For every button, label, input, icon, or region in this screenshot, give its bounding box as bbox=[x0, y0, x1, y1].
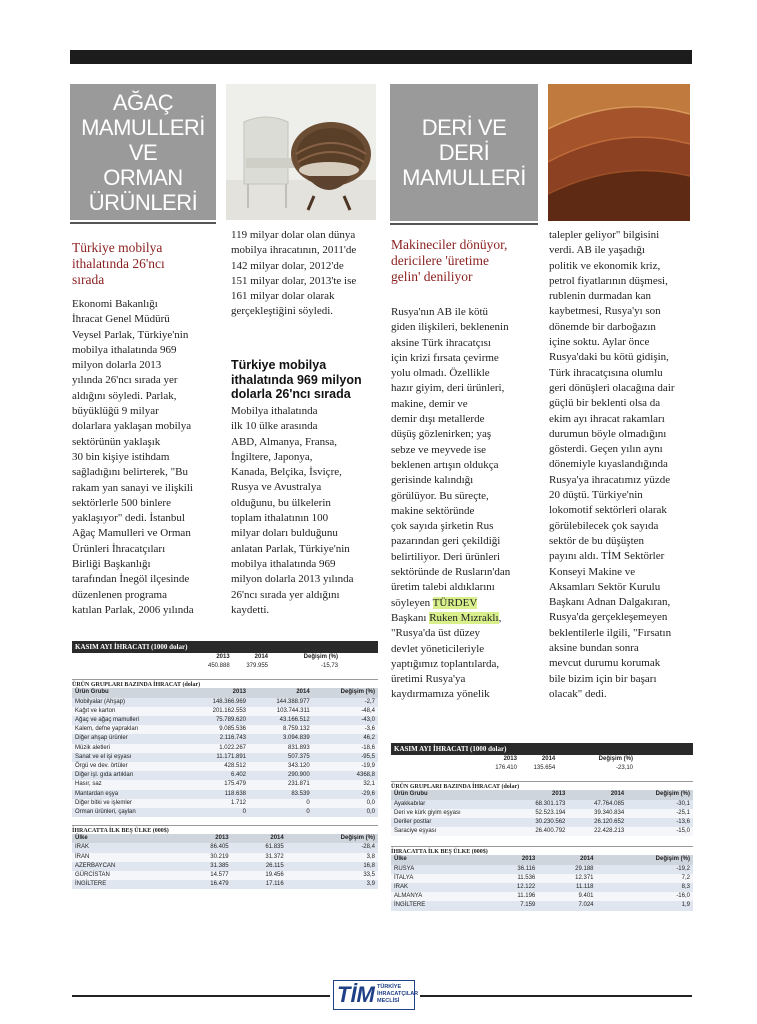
left-subheadline: Türkiye mobilya ithalatında 969 milyon dolarla 26'ncı sırada bbox=[231, 358, 362, 401]
right-countries-title: İHRACATTA İLK BEŞ ÜLKE (000$) bbox=[391, 846, 693, 855]
table-cell: Diğer ahşap ürünler bbox=[72, 734, 185, 743]
right-category-underline bbox=[390, 223, 538, 225]
table-cell: -13,6 bbox=[627, 818, 693, 827]
table-cell: Hasır, saz bbox=[72, 780, 185, 789]
table-cell: 12.122 bbox=[480, 883, 538, 892]
table-row bbox=[72, 716, 378, 725]
table-cell: 46,2 bbox=[313, 734, 378, 743]
table-cell: 1.712 bbox=[185, 799, 249, 808]
left-category-underline bbox=[70, 222, 216, 224]
table-row bbox=[72, 790, 378, 799]
table-cell: 36.116 bbox=[480, 865, 538, 874]
table-cell: 11.196 bbox=[480, 892, 538, 901]
table-cell: -19,9 bbox=[313, 762, 378, 771]
table-cell: Örgü ve dev. örtüler bbox=[72, 762, 185, 771]
footer-rule-left bbox=[72, 995, 330, 997]
table-cell: 3,9 bbox=[287, 880, 378, 889]
table-row bbox=[72, 853, 378, 862]
left-tables bbox=[72, 641, 378, 889]
table-row bbox=[72, 753, 378, 762]
left-kasim-title: KASIM AYI İHRACATI (1000 dolar) bbox=[72, 641, 378, 653]
table-cell: 103.744.311 bbox=[249, 707, 313, 716]
table-row bbox=[391, 892, 693, 901]
table-cell: Diğer bitki ve işlemler bbox=[72, 799, 185, 808]
left-groups-title: ÜRÜN GRUPLARI BAZINDA İHRACAT (dolar) bbox=[72, 679, 378, 688]
table-header: 2013 bbox=[510, 790, 569, 799]
table-cell: 135.654 bbox=[533, 765, 556, 772]
table-cell: 428.512 bbox=[185, 762, 249, 771]
table-header: 2013 bbox=[480, 855, 538, 864]
left-countries-title: İHRACATTA İLK BEŞ ÜLKE (000$) bbox=[72, 825, 378, 834]
left-article-headline: Türkiye mobilya ithalatında 26'ncı sırada bbox=[72, 240, 165, 287]
table-cell: 0,0 bbox=[313, 808, 378, 817]
table-cell: Diğer işl. gıda artıkları bbox=[72, 771, 185, 780]
table-cell: 11.171.891 bbox=[185, 753, 249, 762]
table-cell: 52.523.194 bbox=[510, 809, 569, 818]
table-cell: Deriler postlar bbox=[391, 818, 510, 827]
table-cell: -23,10 bbox=[615, 765, 633, 772]
table-header: 2013 bbox=[185, 688, 249, 697]
table-cell: 831.893 bbox=[249, 744, 313, 753]
table-row bbox=[391, 901, 693, 910]
left-groups-table bbox=[72, 688, 378, 817]
table-cell: 0 bbox=[185, 808, 249, 817]
table-cell: 148.366.969 bbox=[185, 698, 249, 707]
right-kasim-title: KASIM AYI İHRACATI (1000 dolar) bbox=[391, 743, 693, 755]
table-cell: İNGİLTERE bbox=[391, 901, 480, 910]
table-cell: -16,0 bbox=[597, 892, 694, 901]
table-row bbox=[391, 800, 693, 809]
table-cell: -95,5 bbox=[313, 753, 378, 762]
right-tables bbox=[391, 743, 693, 911]
table-row bbox=[72, 762, 378, 771]
table-cell: GÜRCİSTAN bbox=[72, 871, 177, 880]
table-header: Değişim (%) bbox=[597, 855, 694, 864]
table-cell: 9.085.536 bbox=[185, 725, 249, 734]
footer-rule-right bbox=[420, 995, 692, 997]
table-cell: 75.789.620 bbox=[185, 716, 249, 725]
table-cell: 61.835 bbox=[232, 843, 287, 852]
table-cell: İNGİLTERE bbox=[72, 880, 177, 889]
table-cell: 144.388.977 bbox=[249, 698, 313, 707]
table-cell: 30.219 bbox=[177, 853, 232, 862]
table-row bbox=[72, 707, 378, 716]
table-cell: -25,1 bbox=[627, 809, 693, 818]
table-cell: 0 bbox=[249, 808, 313, 817]
table-header: Değişim (%) bbox=[627, 790, 693, 799]
table-row bbox=[72, 862, 378, 871]
table-header: Değişim (%) bbox=[598, 756, 633, 762]
table-cell: Mantardan eşya bbox=[72, 790, 185, 799]
table-cell: 7,2 bbox=[597, 874, 694, 883]
highlight-org: TÜRDEV bbox=[432, 596, 478, 609]
table-row bbox=[72, 843, 378, 852]
table-cell: AZERBAYCAN bbox=[72, 862, 177, 871]
table-cell: 8,3 bbox=[597, 883, 694, 892]
table-cell: -15,0 bbox=[627, 827, 693, 836]
table-cell: 16,8 bbox=[287, 862, 378, 871]
table-cell: 9.401 bbox=[538, 892, 596, 901]
table-cell: 31.385 bbox=[177, 862, 232, 871]
right-kasim-table bbox=[391, 755, 693, 773]
table-row bbox=[72, 744, 378, 753]
table-cell: 7.024 bbox=[538, 901, 596, 910]
table-header: 2013 bbox=[216, 654, 230, 660]
table-row bbox=[391, 874, 693, 883]
table-cell: 379.955 bbox=[246, 663, 269, 670]
table-cell: 2.116.743 bbox=[185, 734, 249, 743]
logo-subtext: TÜRKİYE İHRACATÇILAR MECLİSİ bbox=[377, 984, 419, 1004]
table-header: 2014 bbox=[249, 688, 313, 697]
right-groups-title: ÜRÜN GRUPLARI BAZINDA İHRACAT (dolar) bbox=[391, 781, 693, 790]
table-cell: 14.577 bbox=[177, 871, 232, 880]
table-cell: 68.301.173 bbox=[510, 800, 569, 809]
table-header: 2013 bbox=[503, 756, 517, 762]
table-header: Ülke bbox=[391, 855, 480, 864]
table-cell: -2,7 bbox=[313, 698, 378, 707]
table-row bbox=[72, 771, 378, 780]
table-cell: 12.371 bbox=[538, 874, 596, 883]
left-article-col2b: Mobilya ithalatında ilk 10 ülke arasında ABD, Almanya, Fransa, İngiltere, Japonya, Kanada, Belçika, İsviçre, Rusya ve Avustralya olduğunu, bu ülkelerin toplam ithalatının 100 milyar doları bulduğunu anlatan Parlak, Türkiye'nin mobilya ithalatında 969 milyon dolarla 2013 yılında 26'ncı sırada yer aldığını kaydetti. bbox=[231, 405, 354, 616]
table-cell: Ağaç ve ağaç mamulleri bbox=[72, 716, 185, 725]
table-cell: IRAK bbox=[72, 843, 177, 852]
table-cell: 26.115 bbox=[232, 862, 287, 871]
table-cell: Mobilyalar (Ahşap) bbox=[72, 698, 185, 707]
table-cell: 19.456 bbox=[232, 871, 287, 880]
table-cell: 31.372 bbox=[232, 853, 287, 862]
table-row bbox=[72, 780, 378, 789]
table-row bbox=[391, 827, 693, 836]
table-cell: 47.764.085 bbox=[568, 800, 627, 809]
table-cell: Orman ürünleri, çaylan bbox=[72, 808, 185, 817]
table-cell: 43.166.512 bbox=[249, 716, 313, 725]
table-cell: 290.900 bbox=[249, 771, 313, 780]
highlight-name: Ruken Mızraklı bbox=[429, 611, 499, 624]
table-cell: 11.118 bbox=[538, 883, 596, 892]
table-cell: 7.159 bbox=[480, 901, 538, 910]
left-article-col1: Ekonomi Bakanlığı İhracat Genel Müdürü Veysel Parlak, Türkiye'nin mobilya ithalatında 969 milyon dolarla 2013 yılında 26'ncı sırada yer aldığını söyledi. Parlak, büyüklüğü 9 milyar dolarlara yaklaşan mobilya sektörünün yaklaşık 30 bin kişiye istihdam sağladığını belirterek, "Bu rakam yan sanayi ve ilişkili sektörlerle 500 binlere yaklaşıyor" dedi. İstanbul Ağaç Mamulleri ve Orman Ürünleri İhracatçıları Birliği Başkanlığı tarafından İnegöl ilçesinde düzenlenen programa katılan Parlak, 2006 yılında bbox=[72, 298, 194, 616]
table-header: Ürün Grubu bbox=[391, 790, 510, 799]
table-cell: Ayakkabılar bbox=[391, 800, 510, 809]
table-cell: -48,4 bbox=[313, 707, 378, 716]
table-cell: 3,8 bbox=[287, 853, 378, 862]
table-cell: Müzik aletleri bbox=[72, 744, 185, 753]
table-cell: -19,2 bbox=[597, 865, 694, 874]
table-cell: -18,6 bbox=[313, 744, 378, 753]
left-kasim-table bbox=[72, 653, 378, 671]
table-row bbox=[72, 734, 378, 743]
table-header: 2014 bbox=[254, 654, 269, 660]
table-cell: Sanat ve el işi eşyası bbox=[72, 753, 185, 762]
table-cell: -43,0 bbox=[313, 716, 378, 725]
table-cell: 1,9 bbox=[597, 901, 694, 910]
table-cell: 450.888 bbox=[208, 663, 230, 670]
table-cell: 3.094.839 bbox=[249, 734, 313, 743]
table-cell: RUSYA bbox=[391, 865, 480, 874]
table-row bbox=[391, 818, 693, 827]
table-header: 2014 bbox=[568, 790, 627, 799]
table-cell: -15,73 bbox=[320, 663, 338, 670]
table-cell: 507.375 bbox=[249, 753, 313, 762]
table-cell: -30,1 bbox=[627, 800, 693, 809]
table-cell: 0,0 bbox=[313, 799, 378, 808]
wicker-chair-photo bbox=[226, 84, 376, 220]
table-cell: 39.340.834 bbox=[568, 809, 627, 818]
table-row bbox=[391, 865, 693, 874]
right-article-col2: talepler geliyor" bilgisini verdi. AB ile yaşadığı politik ve ekonomik kriz, petrol fiyatlarının düşmesi, rublenin durmadan kan kaybetmesi, Rusya'yı son dönemde bir darboğazın içine soktu. Aylar önce Rusya'daki bu kötü gidişin, Türk ihracatçısına olumlu geri dönüşleri olacağına dair güçlü bir beklenti olsa da ekim ayı ihracat rakamları durumun böyle olmadığını gösterdi. Geçen yılın aynı dönemiyle kıyaslandığında Rusya'ya ihracatımız yüzde 20 düştü. Türkiye'nin lokomotif sektörleri olarak görülebilecek çok sayıda sektör de bu düşüşten payını aldı. TİM Sektörler Konseyi Makine ve Aksamları Sektör Kurulu Başkanı Adnan Dalgakıran, Rusya'da gerçekleşemeyen beklentilerle ilgili, "Fırsatın aksine bundan sonra mevcut durumu korumak bile bizim için bir başarı olacak" dedi. bbox=[549, 229, 675, 700]
table-row bbox=[72, 698, 378, 707]
table-cell: 118.638 bbox=[185, 790, 249, 799]
table-cell: Kağıt ve karton bbox=[72, 707, 185, 716]
table-cell: İRAN bbox=[72, 853, 177, 862]
left-countries-table bbox=[72, 834, 378, 889]
table-cell: 33,5 bbox=[287, 871, 378, 880]
table-cell: 231.871 bbox=[249, 780, 313, 789]
tim-logo bbox=[333, 980, 419, 1010]
right-countries-table bbox=[391, 855, 693, 910]
right-category-title: DERİ VE DERİ MAMULLERİ bbox=[402, 115, 526, 190]
table-row bbox=[391, 883, 693, 892]
table-cell: 26.400.792 bbox=[510, 827, 569, 836]
table-cell: 30.230.562 bbox=[510, 818, 569, 827]
table-cell: -3,6 bbox=[313, 725, 378, 734]
table-header: 2013 bbox=[177, 834, 232, 843]
table-cell: -29,6 bbox=[313, 790, 378, 799]
table-cell: 29.188 bbox=[538, 865, 596, 874]
table-cell: 86.405 bbox=[177, 843, 232, 852]
table-cell: 4368,8 bbox=[313, 771, 378, 780]
leather-photo bbox=[548, 84, 690, 221]
left-category-box bbox=[70, 84, 216, 220]
left-article-col2a: 119 milyar dolar olan dünya mobilya ihracatının, 2011'de 142 milyar dolar, 2012'de 151 milyar dolar, 2013'te ise 161 milyar dolar olarak gerçekleştiğini söyledi. bbox=[231, 229, 357, 318]
table-row bbox=[72, 725, 378, 734]
table-cell: 0 bbox=[249, 799, 313, 808]
table-row bbox=[391, 809, 693, 818]
table-cell: 343.120 bbox=[249, 762, 313, 771]
top-bar bbox=[70, 50, 692, 64]
table-cell: -28,4 bbox=[287, 843, 378, 852]
table-cell: 83.539 bbox=[249, 790, 313, 799]
table-header: 2014 bbox=[232, 834, 287, 843]
table-cell: ALMANYA bbox=[391, 892, 480, 901]
table-cell: 6.402 bbox=[185, 771, 249, 780]
table-header: 2014 bbox=[538, 855, 596, 864]
table-cell: 175.479 bbox=[185, 780, 249, 789]
table-cell: IRAK bbox=[391, 883, 480, 892]
table-row bbox=[72, 880, 378, 889]
table-cell: 11.536 bbox=[480, 874, 538, 883]
table-header: 2014 bbox=[541, 756, 556, 762]
table-cell: 32,1 bbox=[313, 780, 378, 789]
table-cell: 201.162.553 bbox=[185, 707, 249, 716]
table-header: Ülke bbox=[72, 834, 177, 843]
table-cell: Kalem, defne yaprakları bbox=[72, 725, 185, 734]
logo-text: TİM bbox=[337, 982, 375, 1007]
table-cell: 1.022.267 bbox=[185, 744, 249, 753]
right-groups-table bbox=[391, 790, 693, 836]
table-cell: İTALYA bbox=[391, 874, 480, 883]
table-row bbox=[72, 808, 378, 817]
left-category-title: AĞAÇ MAMULLERİ VE ORMAN ÜRÜNLERİ bbox=[81, 89, 205, 215]
table-cell: Saraciye eşyası bbox=[391, 827, 510, 836]
right-article-col1: Rusya'nın AB ile kötü giden ilişkileri, beklenenin aksine Türk ihracatçısı için krizi fırsata çevirme yolu olmadı. Özellikle hazır giyim, deri ürünleri, makine, demir ve demir dışı metallerde düşüş gözlenirken; yaş sebze ve meyvede ise beklenen artışın oldukça gerisinde kalındığı görülüyor. Bu süreçte, makine sektöründe çok sayıda şirketin Rus pazarından geri çekildiği belirtiliyor. Deri ürünleri sektöründe de Rusların'dan üretim talebi aldıklarını söyleyen TÜRDEV Başkanı Ruken Mızraklı, "Rusya'da üst düzey devlet yöneticileriyle yaptığımız toplantılarda, üretimi Rusya'ya kaydırmamıza yönelik bbox=[391, 306, 511, 701]
table-cell: 22.428.213 bbox=[568, 827, 627, 836]
table-header: Değişim (%) bbox=[287, 834, 378, 843]
table-row bbox=[72, 799, 378, 808]
table-header: Ürün Grubu bbox=[72, 688, 185, 697]
table-cell: Deri ve kürk giyim eşyası bbox=[391, 809, 510, 818]
table-cell: 26.120.652 bbox=[568, 818, 627, 827]
table-cell: 176.410 bbox=[495, 765, 517, 772]
table-header: Değişim (%) bbox=[303, 654, 338, 660]
table-row bbox=[72, 871, 378, 880]
table-cell: 17.116 bbox=[232, 880, 287, 889]
right-category-box bbox=[390, 84, 538, 221]
table-cell: 8.759.132 bbox=[249, 725, 313, 734]
table-header: Değişim (%) bbox=[313, 688, 378, 697]
table-cell: 16.479 bbox=[177, 880, 232, 889]
right-article-headline: Makineciler dönüyor, dericilere 'üretime gelin' deniliyor bbox=[391, 237, 508, 284]
